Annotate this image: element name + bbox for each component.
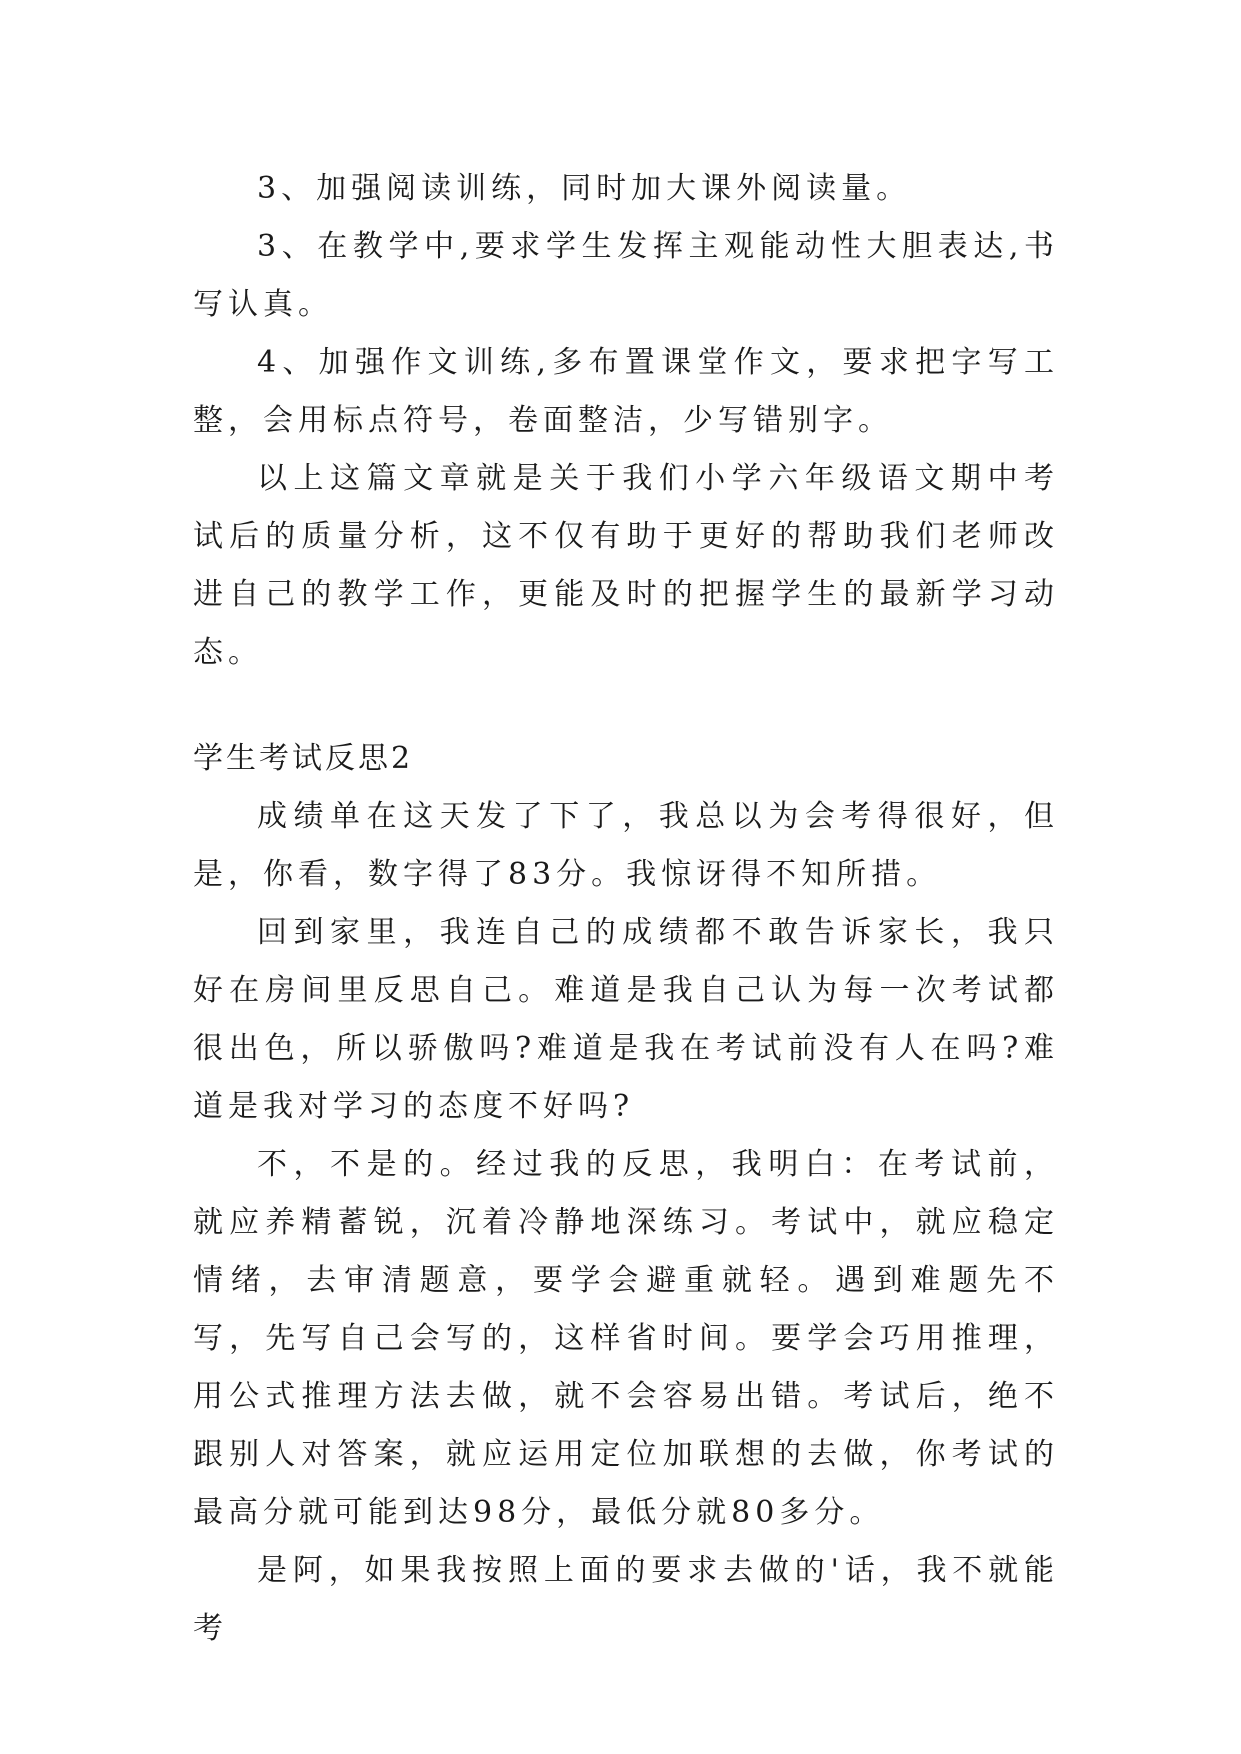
paragraph-reflection: 回到家里，我连自己的成绩都不敢告诉家长，我只好在房间里反思自己。难道是我自己认为每一次考试都很出色，所以骄傲吗?难道是我在考试前没有人在吗?难道是我对学习的态度不好吗? (193, 915, 1059, 1124)
paragraph-report-card: 成绩单在这天发了下了，我总以为会考得很好，但是，你看，数字得了83分。我惊讶得不知所措。 (193, 799, 1059, 892)
paragraph-realization: 不，不是的。经过我的反思，我明白：在考试前，就应养精蓄锐，沉着冷静地深练习。考试中，就应稳定情绪，去审清题意，要学会避重就轻。遇到难题先不写，先写自己会写的，这样省时间。要学会巧用推理，用公式推理方法去做，就不会容易出错。考试后，绝不跟别人对答案，就应运用定位加联想的去做，你考试的最高分就可能到达98分，最低分就80多分。 (193, 1147, 1059, 1530)
paragraph-expression: 3、在教学中,要求学生发挥主观能动性大胆表达,书写认真。 (193, 229, 1059, 322)
paragraph-summary: 以上这篇文章就是关于我们小学六年级语文期中考试后的质量分析，这不仅有助于更好的帮助我们老师改进自己的教学工作，更能及时的把握学生的最新学习动态。 (193, 461, 1059, 670)
document-page (193, 160, 1059, 1658)
paragraph-conclusion: 是阿，如果我按照上面的要求去做的'话，我不就能考 (193, 1553, 1059, 1646)
section-heading: 学生考试反思2 (193, 741, 414, 776)
paragraph-composition: 4、加强作文训练,多布置课堂作文，要求把字写工整，会用标点符号，卷面整洁，少写错别字。 (193, 345, 1059, 438)
paragraph-reading-training: 3、加强阅读训练，同时加大课外阅读量。 (257, 171, 912, 206)
